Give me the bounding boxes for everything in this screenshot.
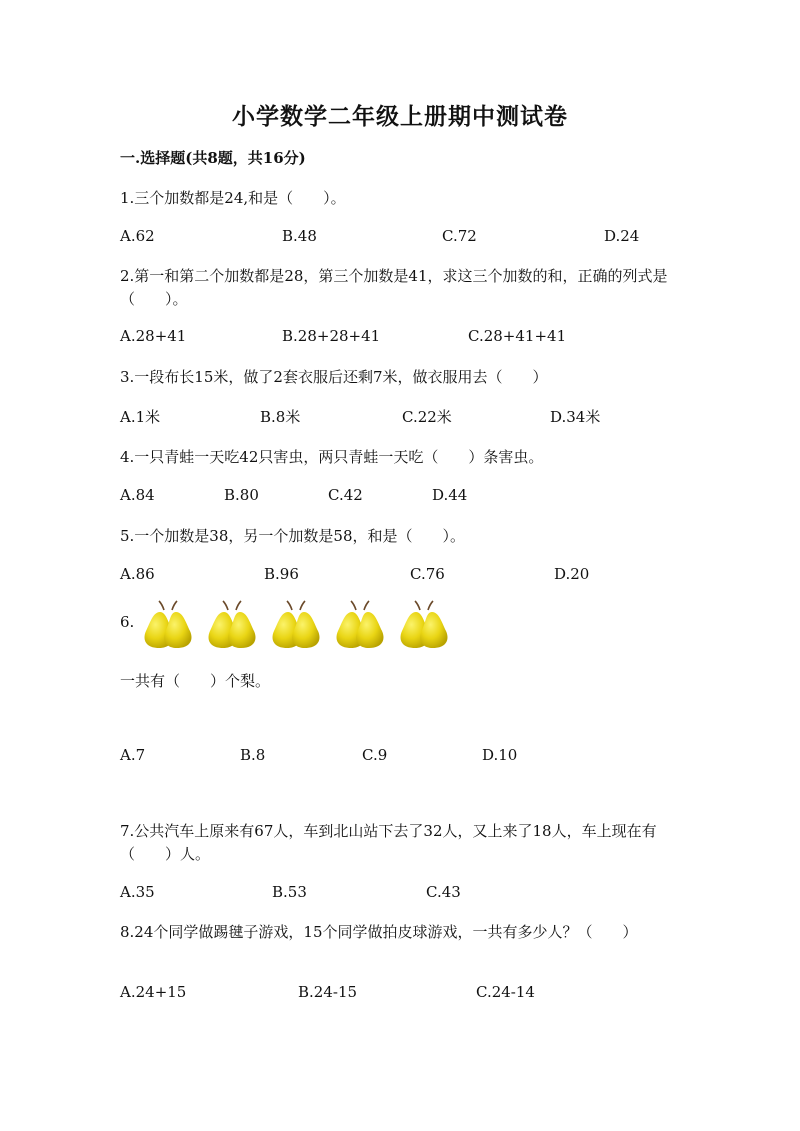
pear-icon — [140, 600, 460, 652]
option-c: C.42 — [328, 486, 363, 504]
question-8: 8.24个同学做踢毽子游戏，15个同学做拍皮球游戏，一共有多少人？（ ） — [120, 923, 638, 941]
page-title: 小学数学二年级上册期中测试卷 — [232, 103, 568, 130]
option-b: B.28+28+41 — [282, 327, 381, 345]
option-a: A.62 — [120, 227, 155, 245]
question-2: 2.第一和第二个加数都是28，第三个加数是41，求这三个加数的和，正确的列式是（ ）。 — [120, 267, 668, 308]
option-c: C.9 — [362, 746, 388, 764]
option-a: A.24+15 — [120, 983, 187, 1001]
options-5 — [120, 565, 720, 587]
option-d: D.34米 — [550, 408, 601, 426]
option-d: D.20 — [554, 565, 590, 583]
option-c: C.28+41+41 — [468, 327, 567, 345]
section-heading: 一.选择题(共8题，共16分) — [120, 149, 306, 167]
option-a: A.28+41 — [120, 327, 187, 345]
option-c: C.24-14 — [476, 983, 535, 1001]
option-b: B.24-15 — [298, 983, 358, 1001]
question-5: 5.一个加数是38，另一个加数是58，和是（ ）。 — [120, 527, 465, 545]
option-d: D.44 — [432, 486, 468, 504]
options-3 — [120, 406, 720, 428]
options-7 — [120, 883, 720, 905]
option-b: B.53 — [272, 883, 307, 901]
options-4 — [120, 486, 720, 508]
option-a: A.35 — [120, 883, 155, 901]
question-7: 7.公共汽车上原来有67人，车到北山站下去了32人，又上来了18人，车上现在有（ ）人。 — [120, 822, 657, 863]
option-b: B.96 — [264, 565, 299, 583]
question-1: 1.三个加数都是24,和是（ ）。 — [120, 189, 346, 207]
options-6 — [120, 746, 720, 768]
pears-illustration — [140, 600, 460, 652]
question-6: 6. — [120, 613, 135, 631]
options-1 — [120, 227, 720, 249]
option-b: B.8 — [240, 746, 266, 764]
option-b: B.80 — [224, 486, 259, 504]
option-b: B.8米 — [260, 408, 301, 426]
option-a: A.7 — [120, 746, 146, 764]
options-8 — [120, 983, 720, 1005]
option-c: C.76 — [410, 565, 445, 583]
option-c: C.22米 — [402, 408, 452, 426]
option-b: B.48 — [282, 227, 317, 245]
option-d: D.24 — [604, 227, 640, 245]
options-2 — [120, 327, 720, 349]
question-6-prompt: 一共有（ ）个梨。 — [120, 672, 271, 690]
option-c: C.72 — [442, 227, 477, 245]
option-a: A.1米 — [120, 408, 161, 426]
option-a: A.84 — [120, 486, 155, 504]
option-d: D.10 — [482, 746, 518, 764]
question-4: 4.一只青蛙一天吃42只害虫，两只青蛙一天吃（ ）条害虫。 — [120, 448, 544, 466]
question-3: 3.一段布长15米，做了2套衣服后还剩7米，做衣服用去（ ） — [120, 368, 548, 386]
option-a: A.86 — [120, 565, 155, 583]
option-c: C.43 — [426, 883, 461, 901]
